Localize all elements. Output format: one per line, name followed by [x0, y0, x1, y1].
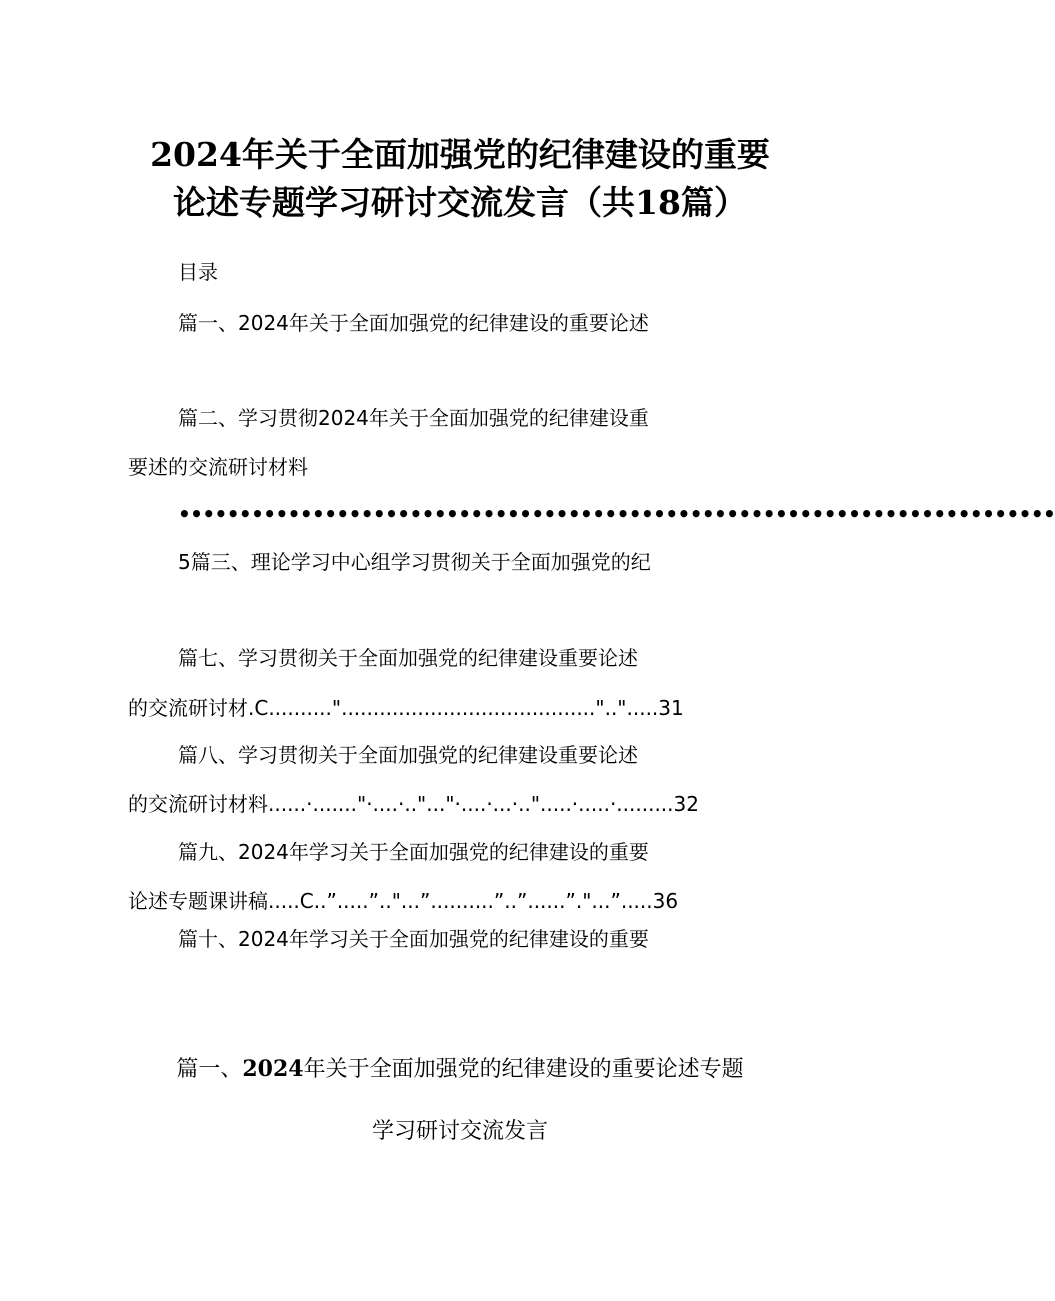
section-heading-line-2: 学习研讨交流发言: [371, 1119, 548, 1144]
toc-entry-1: 篇一、2024年关于全面加强党的纪律建设的重要论述: [178, 311, 649, 335]
toc-entry-7-continued: 的交流研讨材.C.........."........................................"..".....31: [128, 696, 684, 720]
section-heading-rest: 年关于全面加强党的纪律建设的重要论述专题: [303, 1057, 744, 1082]
toc-entry-3: 5篇三、理论学习中心组学习贯彻关于全面加强党的纪: [178, 550, 651, 574]
toc-heading: 目录: [178, 260, 218, 284]
toc-entry-2-continued: 要述的交流研讨材料: [128, 455, 308, 479]
toc-leader-dots: ••••••••••••••••••••••••••••••••••••••••••••••••••••••••••••••••••••••••: [178, 502, 1055, 526]
section-heading-prefix: 篇一、: [176, 1057, 243, 1082]
toc-entry-7: 篇七、学习贯彻关于全面加强党的纪律建设重要论述: [178, 646, 638, 670]
document-title-line-2: 论述专题学习研讨交流发言（共18篇）: [173, 183, 747, 222]
toc-entry-8: 篇八、学习贯彻关于全面加强党的纪律建设重要论述: [178, 743, 638, 767]
toc-entry-8-continued: 的交流研讨材料......·......."·....·.."..."·....·...·..".....·.....·.........32: [128, 792, 699, 816]
section-heading-line-1: [0, 1053, 920, 1086]
toc-entry-9-continued: 论述专题课讲稿.....C..”.....”.."...”..........”..”......”."...”.....36: [128, 889, 679, 913]
toc-entry-9: 篇九、2024年学习关于全面加强党的纪律建设的重要: [178, 840, 649, 864]
section-heading-year: 2024: [242, 1056, 304, 1082]
toc-entry-2: 篇二、学习贯彻2024年关于全面加强党的纪律建设重: [178, 406, 649, 430]
toc-entry-10: 篇十、2024年学习关于全面加强党的纪律建设的重要: [178, 927, 649, 951]
document-title-line-1: 2024年关于全面加强党的纪律建设的重要: [150, 135, 770, 174]
